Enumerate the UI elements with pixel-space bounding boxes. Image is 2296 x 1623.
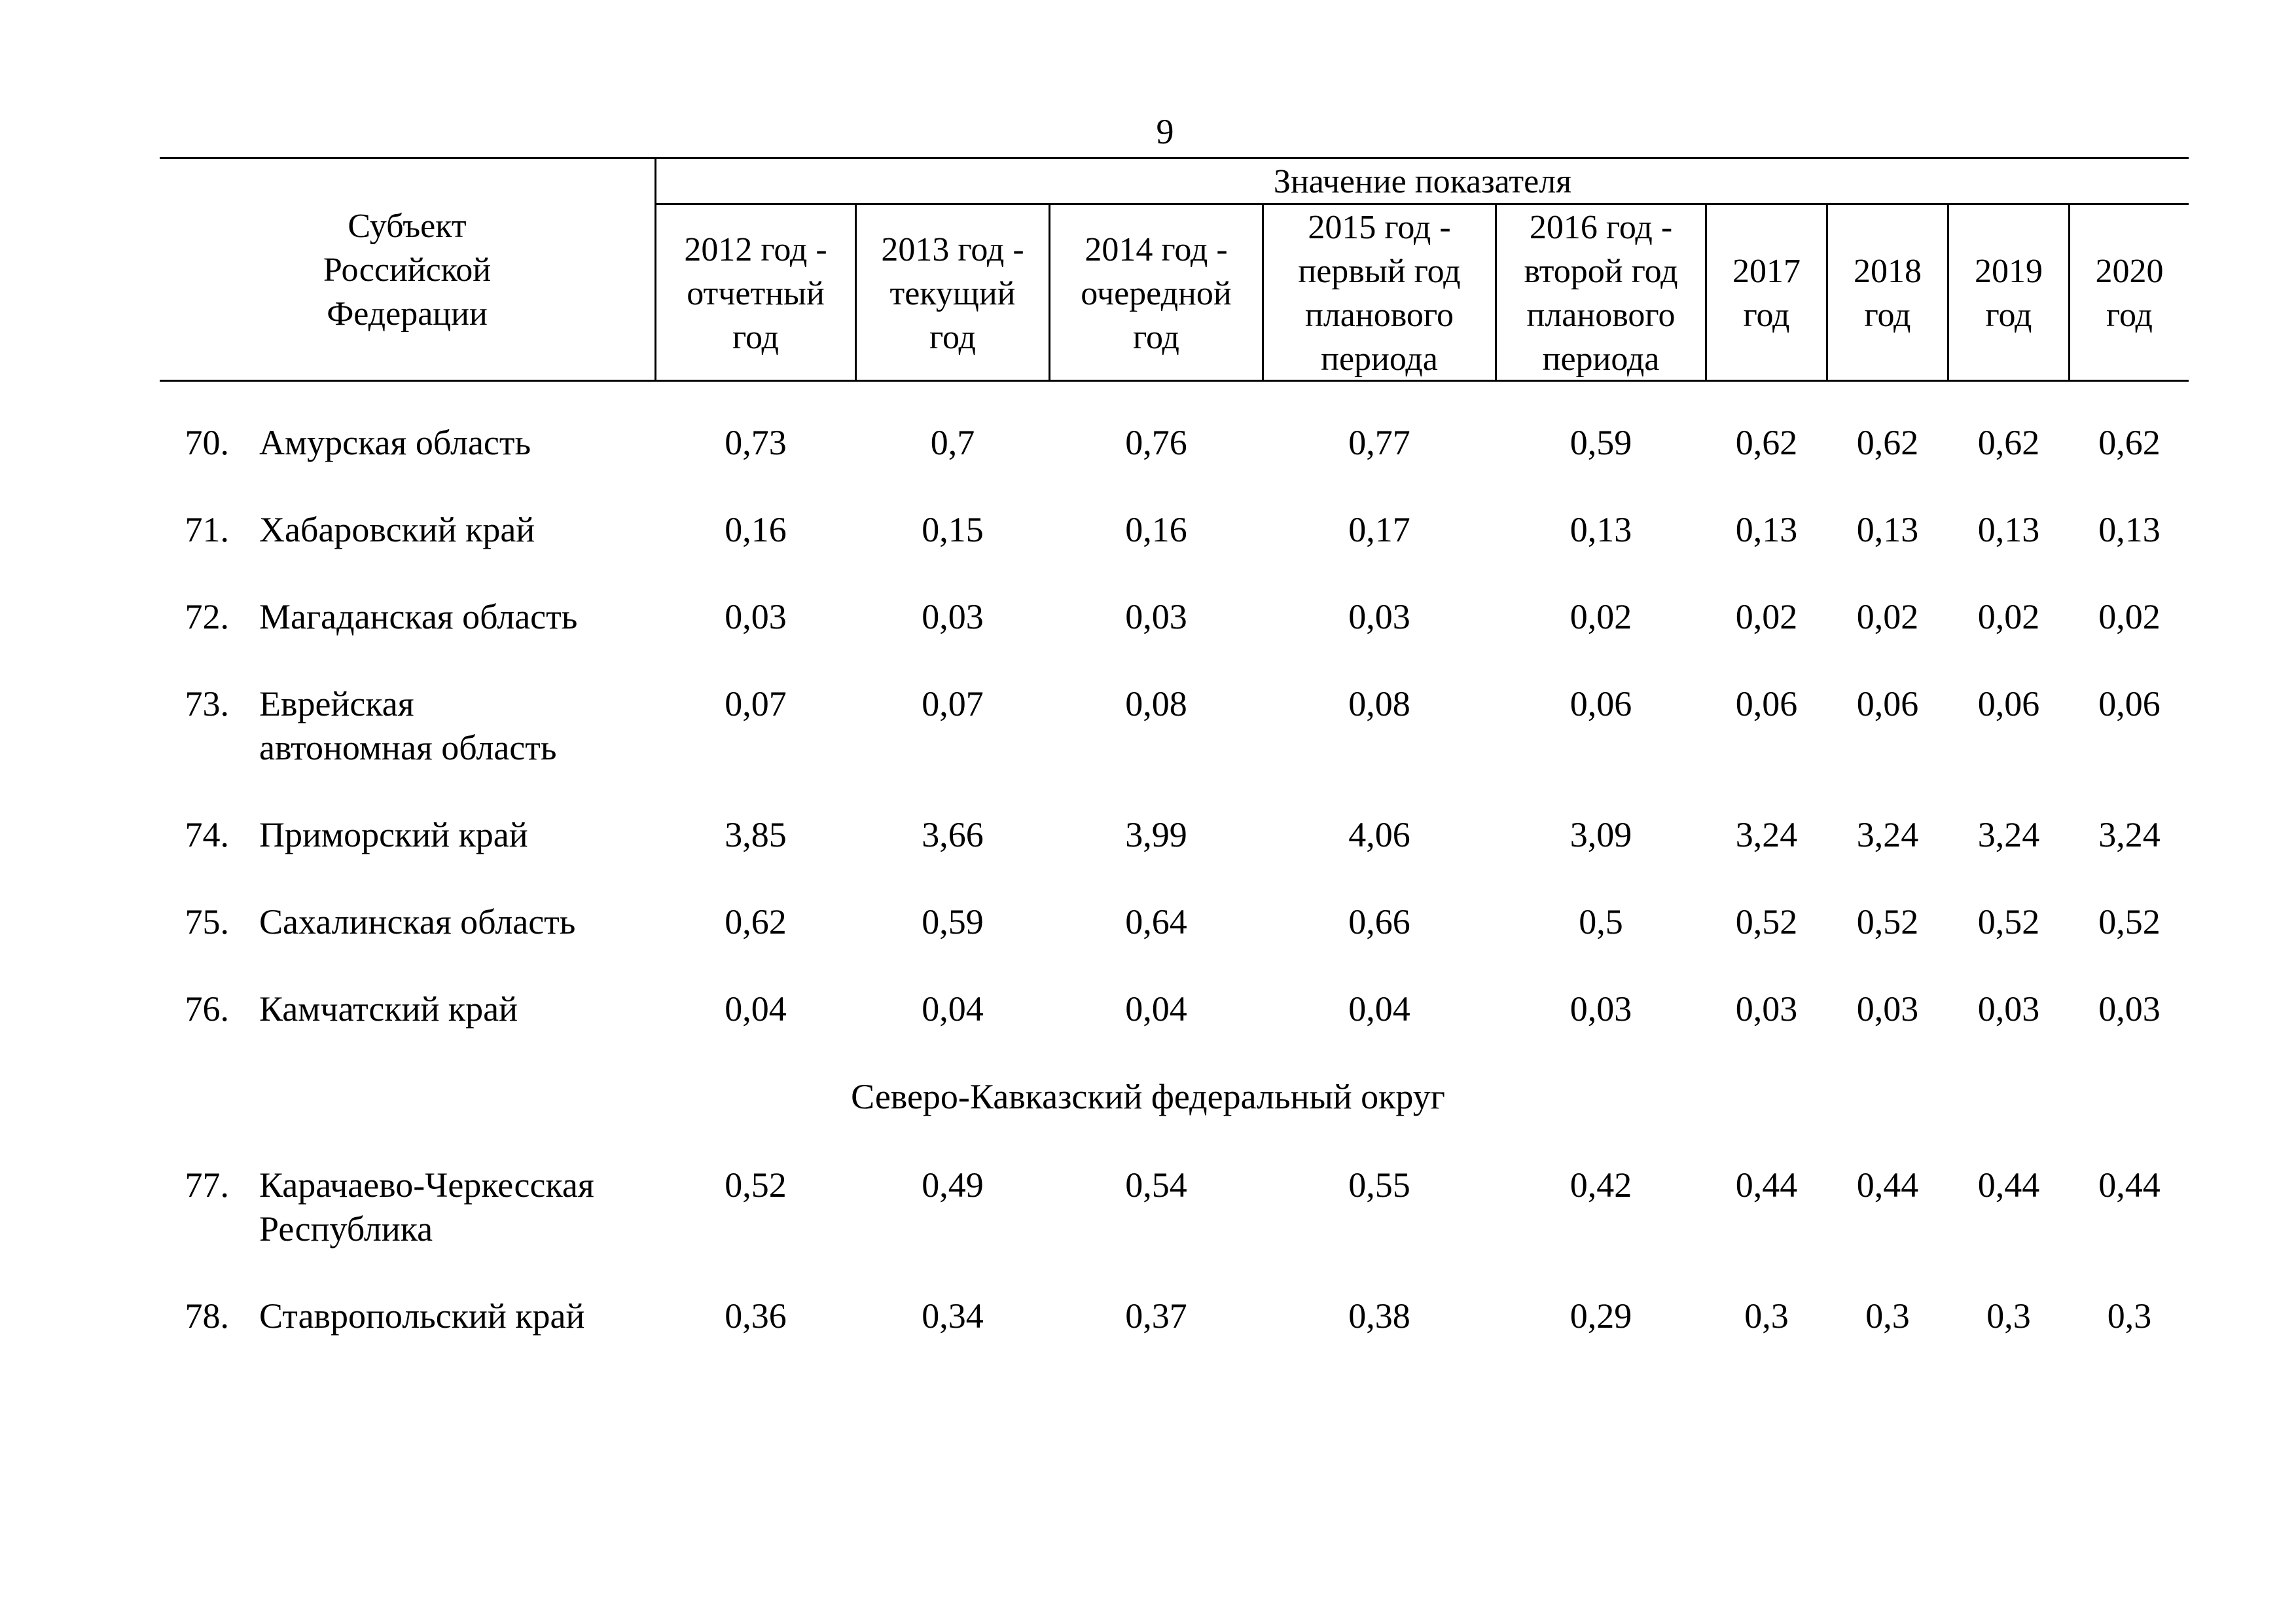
value-2020: 0,02 xyxy=(2098,597,2161,636)
value-2019: 0,13 xyxy=(1977,510,2040,549)
value-2017: 0,13 xyxy=(1735,510,1798,549)
value-2019: 0,52 xyxy=(1977,902,2040,941)
row-subject-name: Камчатский край xyxy=(259,989,518,1029)
section-title: Северо-Кавказский федеральный округ xyxy=(851,1077,1445,1116)
value-2017: 3,24 xyxy=(1735,815,1798,854)
value-2016: 0,29 xyxy=(1570,1296,1632,1336)
value-2013: 0,03 xyxy=(922,597,984,636)
row-subject-name: Амурская область xyxy=(259,423,531,462)
value-2018: 0,03 xyxy=(1856,989,1919,1029)
value-2015: 0,03 xyxy=(1348,597,1410,636)
value-2019: 0,62 xyxy=(1977,423,2040,462)
value-2013: 0,07 xyxy=(922,684,984,723)
value-2014: 0,37 xyxy=(1125,1296,1187,1336)
value-2018: 0,3 xyxy=(1865,1296,1910,1336)
value-2014: 0,08 xyxy=(1125,684,1187,723)
value-2018: 3,24 xyxy=(1856,815,1919,854)
row-subject-name: Еврейская автономная область xyxy=(259,684,557,767)
value-2015: 4,06 xyxy=(1348,815,1410,854)
value-2016: 0,42 xyxy=(1570,1165,1632,1205)
value-2020: 0,03 xyxy=(2098,989,2161,1029)
value-2013: 0,7 xyxy=(930,423,975,462)
value-2013: 3,66 xyxy=(922,815,984,854)
value-2014: 0,64 xyxy=(1125,902,1187,941)
value-2018: 0,44 xyxy=(1856,1165,1919,1205)
value-2014: 0,03 xyxy=(1125,597,1187,636)
value-2018: 0,62 xyxy=(1856,423,1919,462)
value-2019: 0,03 xyxy=(1977,989,2040,1029)
row-number: 76. xyxy=(185,989,229,1029)
value-2013: 0,15 xyxy=(922,510,984,549)
table-top-rule xyxy=(160,157,2189,159)
value-2012: 0,73 xyxy=(725,423,787,462)
value-2012: 3,85 xyxy=(725,815,787,854)
value-2015: 0,38 xyxy=(1348,1296,1410,1336)
row-number: 74. xyxy=(185,815,229,854)
row-number: 73. xyxy=(185,684,229,723)
value-2012: 0,36 xyxy=(725,1296,787,1336)
value-2015: 0,66 xyxy=(1348,902,1410,941)
row-subject-name: Карачаево-Черкесская Республика xyxy=(259,1165,594,1249)
value-2015: 0,77 xyxy=(1348,423,1410,462)
row-number: 78. xyxy=(185,1296,229,1336)
value-2012: 0,07 xyxy=(725,684,787,723)
row-number: 71. xyxy=(185,510,229,549)
value-2017: 0,3 xyxy=(1744,1296,1789,1336)
header-col-2015: 2015 год - первый год планового периода xyxy=(1298,209,1461,378)
value-2020: 0,52 xyxy=(2098,902,2161,941)
value-2019: 0,3 xyxy=(1986,1296,2031,1336)
value-2014: 0,16 xyxy=(1125,510,1187,549)
value-2020: 0,44 xyxy=(2098,1165,2161,1205)
row-subject-name: Приморский край xyxy=(259,815,528,854)
header-col-2019: 2019 год xyxy=(1975,253,2043,334)
value-2015: 0,08 xyxy=(1348,684,1410,723)
value-2020: 0,3 xyxy=(2107,1296,2152,1336)
value-2015: 0,55 xyxy=(1348,1165,1410,1205)
value-2013: 0,34 xyxy=(922,1296,984,1336)
value-2020: 0,06 xyxy=(2098,684,2161,723)
value-2013: 0,59 xyxy=(922,902,984,941)
header-col-2016: 2016 год - второй год планового периода xyxy=(1524,209,1678,378)
value-2017: 0,62 xyxy=(1735,423,1798,462)
row-number: 72. xyxy=(185,597,229,636)
header-col-2012: 2012 год - отчетный год xyxy=(684,231,827,356)
row-subject-name: Сахалинская область xyxy=(259,902,576,941)
header-col-2014: 2014 год - очередной год xyxy=(1081,231,1232,356)
row-subject-name: Магаданская область xyxy=(259,597,578,636)
row-subject-name: Ставропольский край xyxy=(259,1296,585,1336)
row-number: 70. xyxy=(185,423,229,462)
value-2018: 0,06 xyxy=(1856,684,1919,723)
value-2014: 0,76 xyxy=(1125,423,1187,462)
value-2020: 0,13 xyxy=(2098,510,2161,549)
value-2013: 0,04 xyxy=(922,989,984,1029)
row-subject-name: Хабаровский край xyxy=(259,510,535,549)
value-2013: 0,49 xyxy=(922,1165,984,1205)
value-2016: 0,59 xyxy=(1570,423,1632,462)
value-2016: 0,13 xyxy=(1570,510,1632,549)
header-col-2013: 2013 год - текущий год xyxy=(881,231,1024,356)
header-col-2017: 2017 год xyxy=(1732,253,1801,334)
value-2014: 3,99 xyxy=(1125,815,1187,854)
value-2017: 0,06 xyxy=(1735,684,1798,723)
value-2014: 0,04 xyxy=(1125,989,1187,1029)
value-2018: 0,52 xyxy=(1856,902,1919,941)
value-2018: 0,02 xyxy=(1856,597,1919,636)
value-2016: 3,09 xyxy=(1570,815,1632,854)
value-2012: 0,16 xyxy=(725,510,787,549)
value-2014: 0,54 xyxy=(1125,1165,1187,1205)
value-2012: 0,62 xyxy=(725,902,787,941)
header-bottom-rule xyxy=(160,380,2189,382)
row-number: 75. xyxy=(185,902,229,941)
header-subject: Субъект Российской Федерации xyxy=(323,208,492,333)
value-2019: 0,44 xyxy=(1977,1165,2040,1205)
value-2019: 3,24 xyxy=(1977,815,2040,854)
header-value-group: Значение показателя xyxy=(1273,163,1572,200)
value-2012: 0,52 xyxy=(725,1165,787,1205)
header-col-2018: 2018 год xyxy=(1854,253,1922,334)
value-2019: 0,06 xyxy=(1977,684,2040,723)
page-number: 9 xyxy=(1156,112,1174,151)
value-2018: 0,13 xyxy=(1856,510,1919,549)
value-2017: 0,44 xyxy=(1735,1165,1798,1205)
value-2020: 3,24 xyxy=(2098,815,2161,854)
value-2017: 0,03 xyxy=(1735,989,1798,1029)
value-2015: 0,17 xyxy=(1348,510,1410,549)
header-col-2020: 2020 год xyxy=(2095,253,2164,334)
value-2015: 0,04 xyxy=(1348,989,1410,1029)
value-2019: 0,02 xyxy=(1977,597,2040,636)
value-2016: 0,03 xyxy=(1570,989,1632,1029)
value-2020: 0,62 xyxy=(2098,423,2161,462)
value-2017: 0,02 xyxy=(1735,597,1798,636)
row-number: 77. xyxy=(185,1165,229,1205)
value-2017: 0,52 xyxy=(1735,902,1798,941)
value-2016: 0,06 xyxy=(1570,684,1632,723)
value-2016: 0,02 xyxy=(1570,597,1632,636)
value-2016: 0,5 xyxy=(1579,902,1623,941)
value-2012: 0,04 xyxy=(725,989,787,1029)
value-2012: 0,03 xyxy=(725,597,787,636)
